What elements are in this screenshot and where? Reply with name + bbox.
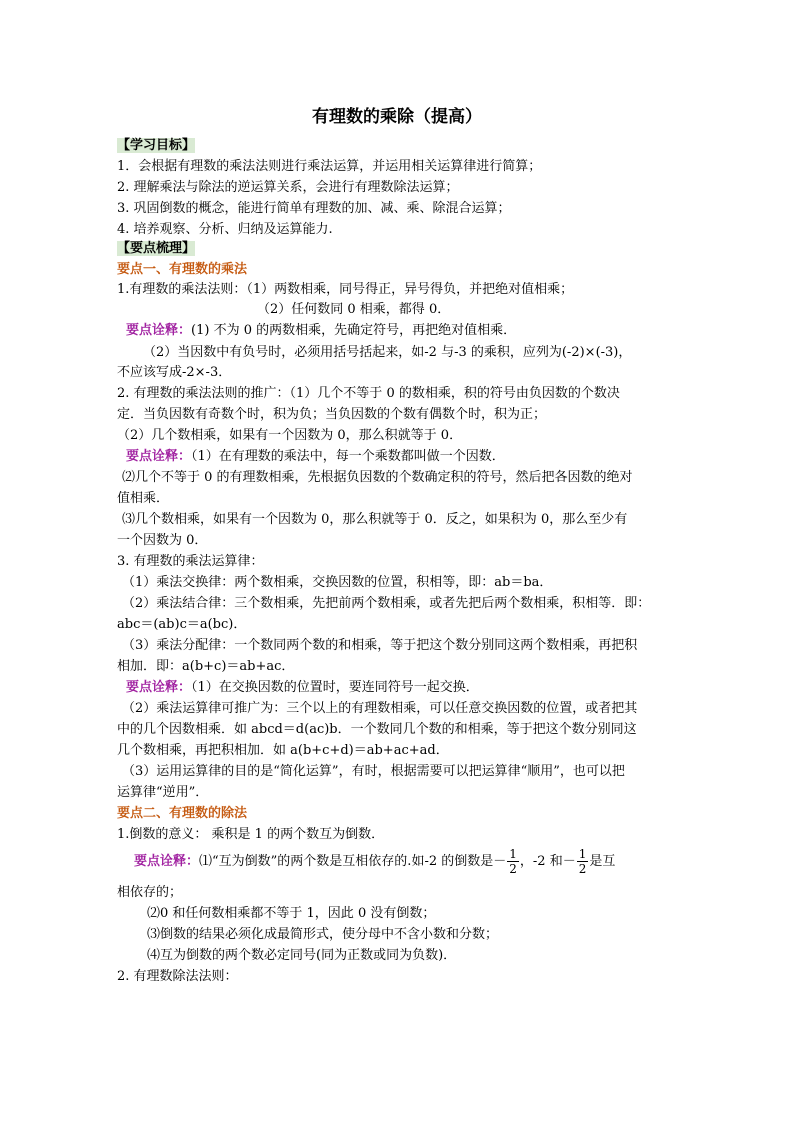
note-text: （1）在有理数的乘法中，每一个乘数都叫做一个因数．: [191, 449, 505, 464]
s2-note-4: ⑷互为倒数的两个数必定同号(同为正数或同为负数)．: [147, 948, 457, 963]
s1-rule-3: 2. 有理数的乘法法则的推广：（1）几个不等于 0 的数相乘，积的符号由负因数的个数决: [117, 386, 620, 401]
s1-rule-4: 3. 有理数的乘法运算律：: [117, 554, 264, 569]
goal-1: 1．会根据有理数的乘法法则进行乘法运算，并运用相关运算律进行简算；: [117, 159, 542, 174]
note-text: (1) 不为 0 的两数相乘，先确定符号，再把绝对值相乘．: [191, 323, 517, 338]
s1-note-2d: ⑶几个数相乘，如果有一个因数为 0，那么积就等于 0．反之，如果积为 0，那么至少有: [122, 512, 628, 527]
s1-note-3b: （2）乘法运算律可推广为：三个以上的有理数相乘，可以任意交换因数的位置，或者把其: [122, 701, 638, 716]
minus-sign: －: [562, 854, 576, 869]
s1-note-3d: 几个数相乘，再把积相加．如 a(b+c+d)＝ab+ac+ad．: [117, 743, 449, 758]
s1-note-1b: （2）当因数中有负号时，必须用括号括起来，如-2 与-3 的乘积，应列为(-2)×(-3)，: [143, 345, 632, 360]
points-header-line: [117, 240, 679, 258]
goals-header-line: [117, 137, 679, 155]
s1-note-2c: 值相乘．: [117, 491, 170, 506]
s1-note-3: [126, 679, 688, 697]
s1-rule-2: （2）任何数同 0 相乘，都得 0．: [257, 302, 451, 317]
s1-rule-1: 1.有理数的乘法法则：（1）两数相乘，同号得正，异号得负，并把绝对值相乘；: [117, 282, 574, 297]
fraction-denominator: 2: [578, 862, 587, 876]
s1-rule-3c: （2）几个数相乘，如果有一个因数为 0，那么积就等于 0．: [117, 428, 463, 443]
page-title: 有理数的乘除（提高）: [312, 107, 482, 127]
note-text-mid: ，-2 和: [519, 854, 563, 869]
fraction-one-half: [577, 847, 589, 876]
s1-law-3b: 相加．即：a(b+c)＝ab+ac．: [117, 659, 295, 674]
fraction-numerator: 1: [509, 847, 517, 861]
s1-note-3c: 中的几个因数相乘．如 abcd＝d(ac)b．一个数同几个数的和相乘，等于把这个数分别同这: [117, 722, 637, 737]
s1-rule-3b: 定．当负因数有奇数个时，积为负；当负因数的个数有偶数个时，积为正；: [117, 407, 547, 422]
goal-4: 4. 培养观察、分析、归纳及运算能力.: [117, 222, 333, 237]
note-label: 要点诠释：: [126, 449, 192, 464]
goal-3: 3. 巩固倒数的概念，能进行简单有理数的加、减、乘、除混合运算；: [117, 201, 511, 216]
s2-note-1: [134, 846, 696, 878]
s1-note-3f: 运算律“逆用”．: [117, 785, 209, 800]
s2-rule-2: 2. 有理数除法法则：: [117, 969, 238, 984]
s1-note-2e: 一个因数为 0．: [117, 533, 208, 548]
s1-note-1: [126, 322, 688, 340]
note-label: 要点诠释：: [126, 680, 192, 695]
goal-2: 2. 理解乘法与除法的逆运算关系，会进行有理数除法运算；: [117, 180, 459, 195]
s1-note-2: [126, 448, 688, 466]
note-label: 要点诠释：: [126, 323, 192, 338]
s1-note-3e: （3）运用运算律的目的是“简化运算”，有时，根据需要可以把运算律“顺用”，也可以把: [122, 764, 625, 779]
note-text-end: 是互: [589, 854, 616, 869]
s1-law-2: （2）乘法结合律：三个数相乘，先把前两个数相乘，或者先把后两个数相乘，积相等．即：: [122, 596, 651, 611]
section-2-title: 要点二、有理数的除法: [117, 806, 248, 821]
s1-law-2b: abc＝(ab)c＝a(bc)．: [117, 617, 247, 632]
points-header: 【要点梳理】: [117, 241, 196, 256]
s2-rule-1: 1.倒数的意义： 乘积是 1 的两个数互为倒数．: [117, 827, 385, 842]
fraction-one-half: [507, 847, 519, 876]
s1-note-2b: ⑵几个不等于 0 的有理数相乘，先根据负因数的个数确定积的符号，然后把各因数的绝对: [122, 470, 633, 485]
note-text: （1）在交换因数的位置时，要连同符号一起交换．: [191, 680, 479, 695]
note-label: 要点诠释：: [134, 854, 200, 869]
section-1-title: 要点一、有理数的乘法: [117, 262, 248, 277]
s2-note-3: ⑶倒数的结果必须化成最简形式，使分母中不含小数和分数；: [147, 927, 499, 942]
note-text: ⑴“互为倒数”的两个数是互相依存的.如-2 的倒数是: [199, 854, 494, 869]
s1-note-1c: 不应该写成-2×-3．: [117, 365, 232, 380]
s1-law-1: （1）乘法交换律：两个数相乘，交换因数的位置，积相等，即：ab＝ba．: [122, 575, 553, 590]
fraction-numerator: 1: [578, 847, 587, 861]
s1-law-3: （3）乘法分配律：一个数同两个数的和相乘，等于把这个数分别同这两个数相乘，再把积: [122, 638, 638, 653]
s2-note-1d: 相依存的；: [117, 885, 183, 900]
minus-sign: －: [493, 854, 507, 869]
goals-header: 【学习目标】: [117, 138, 196, 153]
s2-note-2: ⑵0 和任何数相乘都不等于 1，因此 0 没有倒数；: [147, 906, 436, 921]
fraction-denominator: 2: [509, 862, 517, 876]
